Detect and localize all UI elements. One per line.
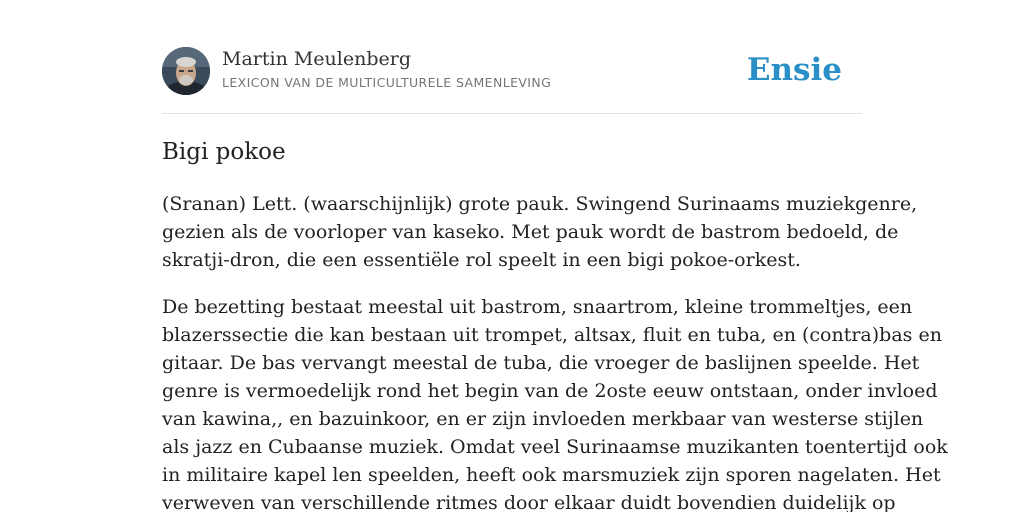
paragraph-line: verweven van verschillende ritmes door elkaar duidt bovendien duidelijk op [162,492,896,512]
article-paragraph-2 [162,293,948,512]
ensie-logo[interactable]: Ensie [746,52,842,88]
publication-name[interactable]: LEXICON VAN DE MULTICULTURELE SAMENLEVING [222,75,552,90]
paragraph-line: gitaar. De bas vervangt meestal de tuba, die vroeger de baslijnen speelde. Het [162,352,920,374]
article-paragraph-1 [162,190,918,274]
article-title: Bigi pokoe [162,139,286,165]
paragraph-line: blazerssectie die kan bestaan uit trompet, altsax, fluit en tuba, en (contra)bas en [162,324,942,346]
paragraph-line: gezien als de voorloper van kaseko. Met pauk wordt de bastrom bedoeld, de [162,221,899,243]
author-portrait-icon [162,47,210,95]
paragraph-line: genre is vermoedelijk rond het begin van de 2oste eeuw ontstaan, onder invloed [162,380,938,402]
author-name[interactable]: Martin Meulenberg [222,48,411,70]
paragraph-line: als jazz en Cubaanse muziek. Omdat veel Surinaamse muzikanten toentertijd ook [162,436,948,458]
avatar[interactable] [162,47,210,95]
paragraph-line: (Sranan) Lett. (waarschijnlijk) grote pauk. Swingend Surinaams muziekgenre, [162,193,918,215]
article-header [162,47,862,95]
paragraph-line: van kawina,, en bazuinkoor, en er zijn invloeden merkbaar van westerse stijlen [162,408,924,430]
paragraph-line: in militaire kapel len speelden, heeft ook marsmuziek zijn sporen nagelaten. Het [162,464,941,486]
header-divider [162,113,862,114]
paragraph-line: skratji-dron, die een essentiële rol speelt in een bigi pokoe-orkest. [162,249,801,271]
paragraph-line: De bezetting bestaat meestal uit bastrom, snaartrom, kleine trommeltjes, een [162,296,913,318]
